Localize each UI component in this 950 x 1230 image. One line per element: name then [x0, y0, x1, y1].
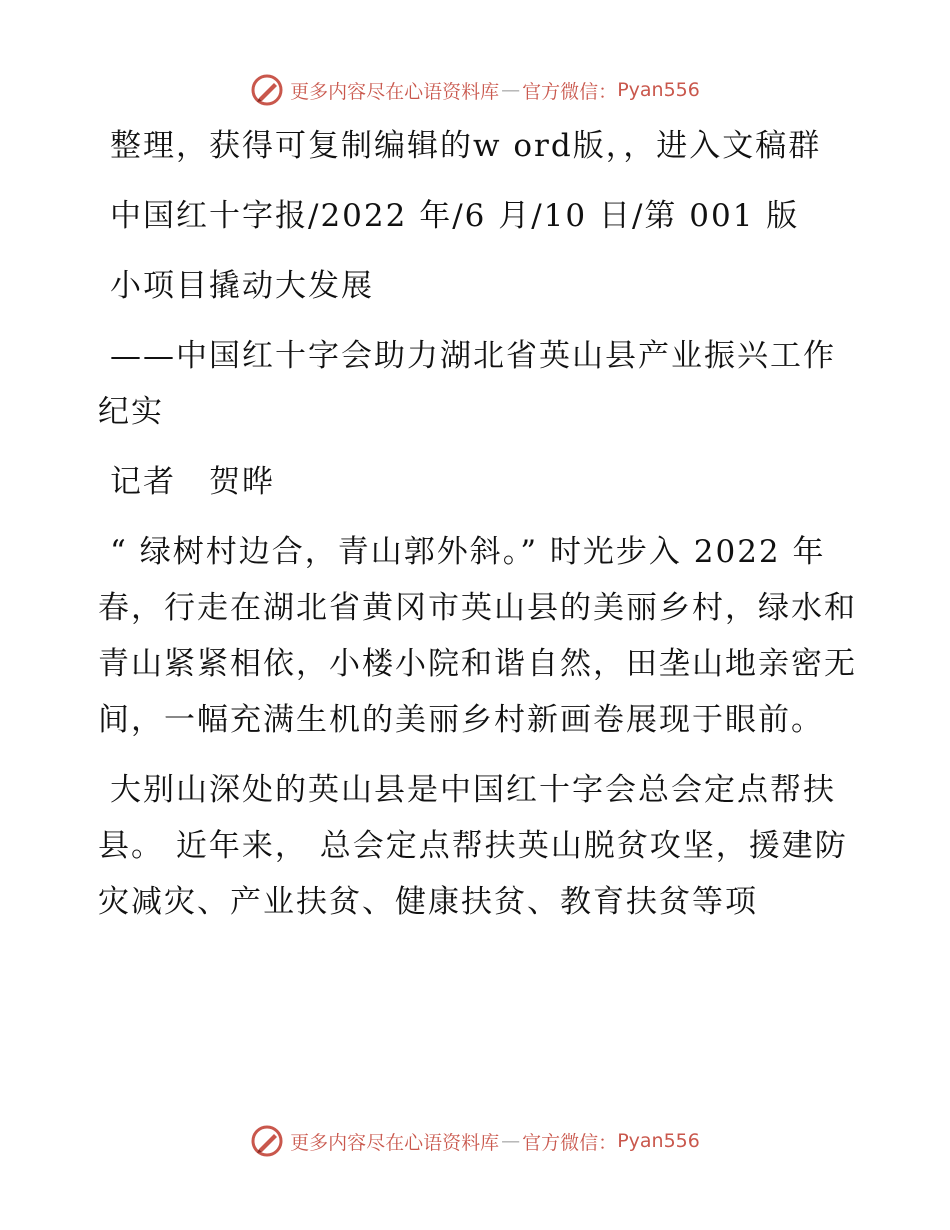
source-line: 中国红十字报/2022 年/6 月/10 日/第 001 版 — [110, 198, 800, 234]
watermark-text: 更多内容尽在心语资料库 — [290, 1131, 500, 1154]
pen-logo-icon — [250, 73, 284, 107]
intro-text: 整理，获得可复制编辑的w ord版，，进入文稿群 — [110, 128, 822, 164]
watermark-separator: — — [501, 1130, 521, 1152]
watermark-sub: 官方微信： — [522, 1131, 618, 1154]
pen-logo-icon — [250, 1124, 284, 1158]
headline: 小项目撬动大发展 — [110, 268, 374, 304]
watermark-id: Pyan556 — [617, 1130, 700, 1152]
byline: 记者 贺晔 — [110, 464, 275, 500]
subheadline: ——中国红十字会助力湖北省英山县产业振兴工作纪实 — [98, 338, 836, 430]
watermark-header — [0, 70, 950, 110]
paragraph-2: 大别山深处的英山县是中国红十字会总会定点帮扶县。 近年来， 总会定点帮扶英山脱贫攻坚，援建防灾减灾、产业扶贫、健康扶贫、教育扶贫等项 — [98, 772, 848, 920]
watermark-sub: 官方微信： — [522, 80, 618, 103]
paragraph-1: “ 绿树村边合，青山郭外斜。” 时光步入 2022 年春，行走在湖北省黄冈市英山县的美丽乡村，绿水和青山紧紧相依，小楼小院和谐自然，田垄山地亲密无间，一幅充满生机的美丽乡村新画卷展现于眼前。 — [98, 534, 857, 738]
watermark-text: 更多内容尽在心语资料库 — [290, 80, 500, 103]
watermark-footer — [0, 1121, 950, 1161]
document-body — [98, 118, 858, 944]
watermark-id: Pyan556 — [617, 79, 700, 101]
watermark-separator: — — [501, 79, 521, 101]
